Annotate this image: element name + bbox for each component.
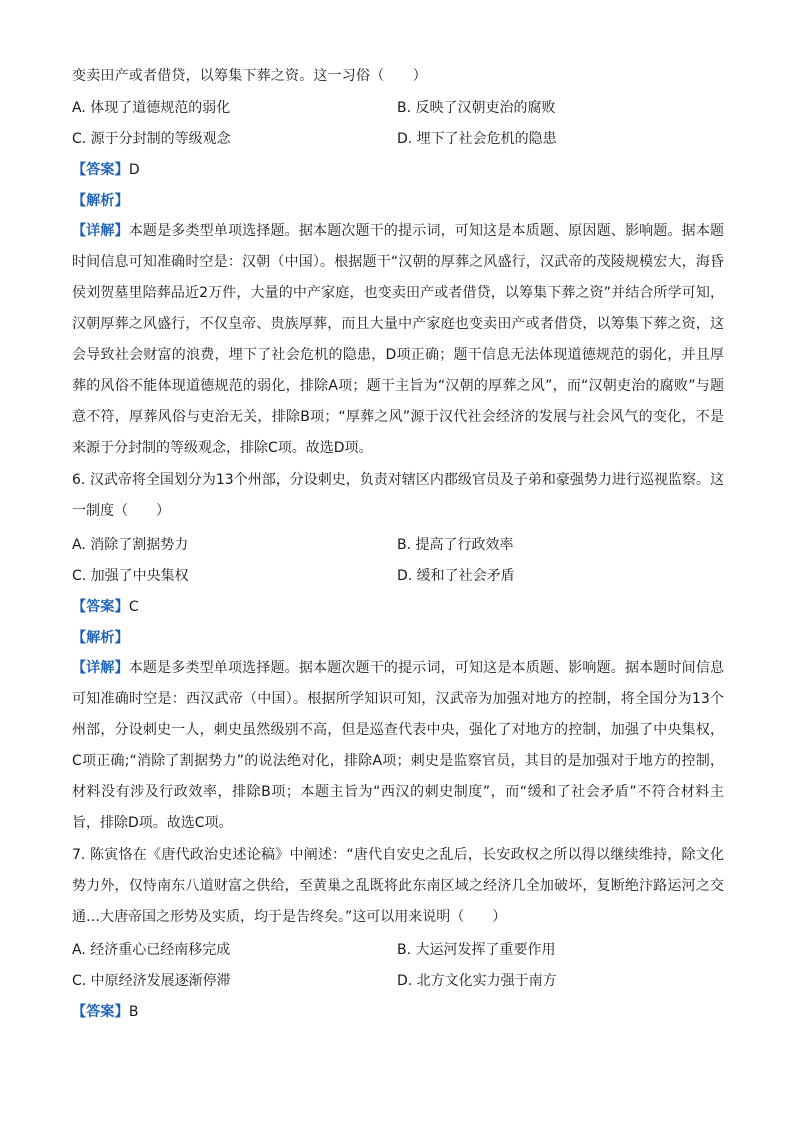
- answer-tag: 【答案】: [72, 1004, 129, 1020]
- answer-value: C: [128, 599, 139, 615]
- answer-tag: 【答案】: [72, 599, 129, 615]
- answer-value: D: [128, 162, 140, 178]
- detail-text: 本题是多类型单项选择题。据本题次题干的提示词，可知这是本质题、原因题、影响题。据本题时间信息可知准确时空是：汉朝（中国）。根据题干“汉朝的厚葬之风盛行，汉武帝的茂陵规模宏大，海昏侯刘贺墓里陪葬品近2万件，大量的中产家庭，也变卖田产或者借贷，以筹集下葬之资”并结合所学可知，汉朝厚葬之风盛行，不仅皇帝、贵族厚葬，而且大量中产家庭也变卖田产或者借贷，以筹集下葬之资，这会导致社会财富的浪费，埋下了社会危机的隐患，D项正确；题干信息无法体现道德规范的弱化，并且厚葬的风俗不能体现道德规范的弱化，排除A项；题干主旨为“汉朝的厚葬之风”，而“汉朝吏治的腐败”与题意不符，厚葬风俗与吏治无关，排除B项；“厚葬之风”源于汉代社会经济的发展与社会风气的变化，不是来源于分封制的等级观念，排除C项。故选D项。: [72, 223, 725, 456]
- analysis-tag: 【解析】: [72, 630, 129, 646]
- q6-option-b: B. 提高了行政效率: [397, 537, 514, 553]
- q7-option-b: B. 大运河发挥了重要作用: [397, 942, 556, 958]
- q5-option-b: B. 反映了汉朝吏治的腐败: [397, 100, 556, 116]
- q5-stem-end: 变卖田产或者借贷，以筹集下葬之资。这一习俗（ ）: [72, 68, 427, 84]
- detail-tag: 【详解】: [72, 660, 129, 676]
- detail-text: 本题是多类型单项选择题。据本题次题干的提示词，可知这是本质题、影响题。据本题时间信息可知准确时空是：西汉武帝（中国）。根据所学知识可知，汉武帝为加强对地方的控制，将全国分为13个州部，分设刺史一人，刺史虽然级别不高，但是巡查代表中央，强化了对地方的控制，加强了中央集权，C项正确;“消除了割据势力”的说法绝对化，排除A项；刺史是监察官员，其目的是加强对于地方的控制，材料没有涉及行政效率，排除B项；本题主旨为“西汉的刺史制度”，而“缓和了社会矛盾”不符合材料主旨，排除D项。故选C项。: [72, 660, 725, 831]
- q7-option-c: C. 中原经济发展逐渐停滞: [72, 973, 231, 989]
- detail-tag: 【详解】: [72, 223, 129, 239]
- q6-analysis-tag: [72, 628, 129, 648]
- q7-answer: [72, 1002, 139, 1022]
- q6-option-d: D. 缓和了社会矛盾: [397, 568, 515, 584]
- analysis-tag: 【解析】: [72, 193, 129, 209]
- q6-option-a: A. 消除了割据势力: [72, 537, 189, 553]
- q5-answer: [72, 160, 140, 180]
- q6-option-c: C. 加强了中央集权: [72, 568, 189, 584]
- q7-option-d: D. 北方文化实力强于南方: [397, 973, 557, 989]
- q7-option-a: A. 经济重心已经南移完成: [72, 942, 231, 958]
- q7-stem: 7. 陈寅恪在《唐代政治史述论稿》中阐述：“唐代自安史之乱后，长安政权之所以得以继续维持，除文化势力外，仅恃南东八道财富之供给，至黄巢之乱既将此东南区域之经济几全加破坏，复断绝汴路运河之交通…大唐帝国之形势及实质，均于是告终矣。”这可以用来说明（ ）: [72, 847, 724, 925]
- q6-detail: [72, 653, 724, 839]
- answer-tag: 【答案】: [72, 162, 129, 178]
- q5-detail: [72, 216, 724, 464]
- answer-value: B: [128, 1004, 139, 1020]
- q5-analysis-tag: [72, 191, 129, 211]
- q5-option-c: C. 源于分封制的等级观念: [72, 131, 231, 147]
- q5-option-d: D. 埋下了社会危机的隐患: [397, 131, 557, 147]
- q5-option-a: A. 体现了道德规范的弱化: [72, 100, 231, 116]
- q6-answer: [72, 597, 139, 617]
- q6-stem: 6. 汉武帝将全国划分为13个州部，分设刺史，负责对辖区内郡级官员及子弟和豪强势力进行巡视监察。这一制度（ ）: [72, 472, 724, 519]
